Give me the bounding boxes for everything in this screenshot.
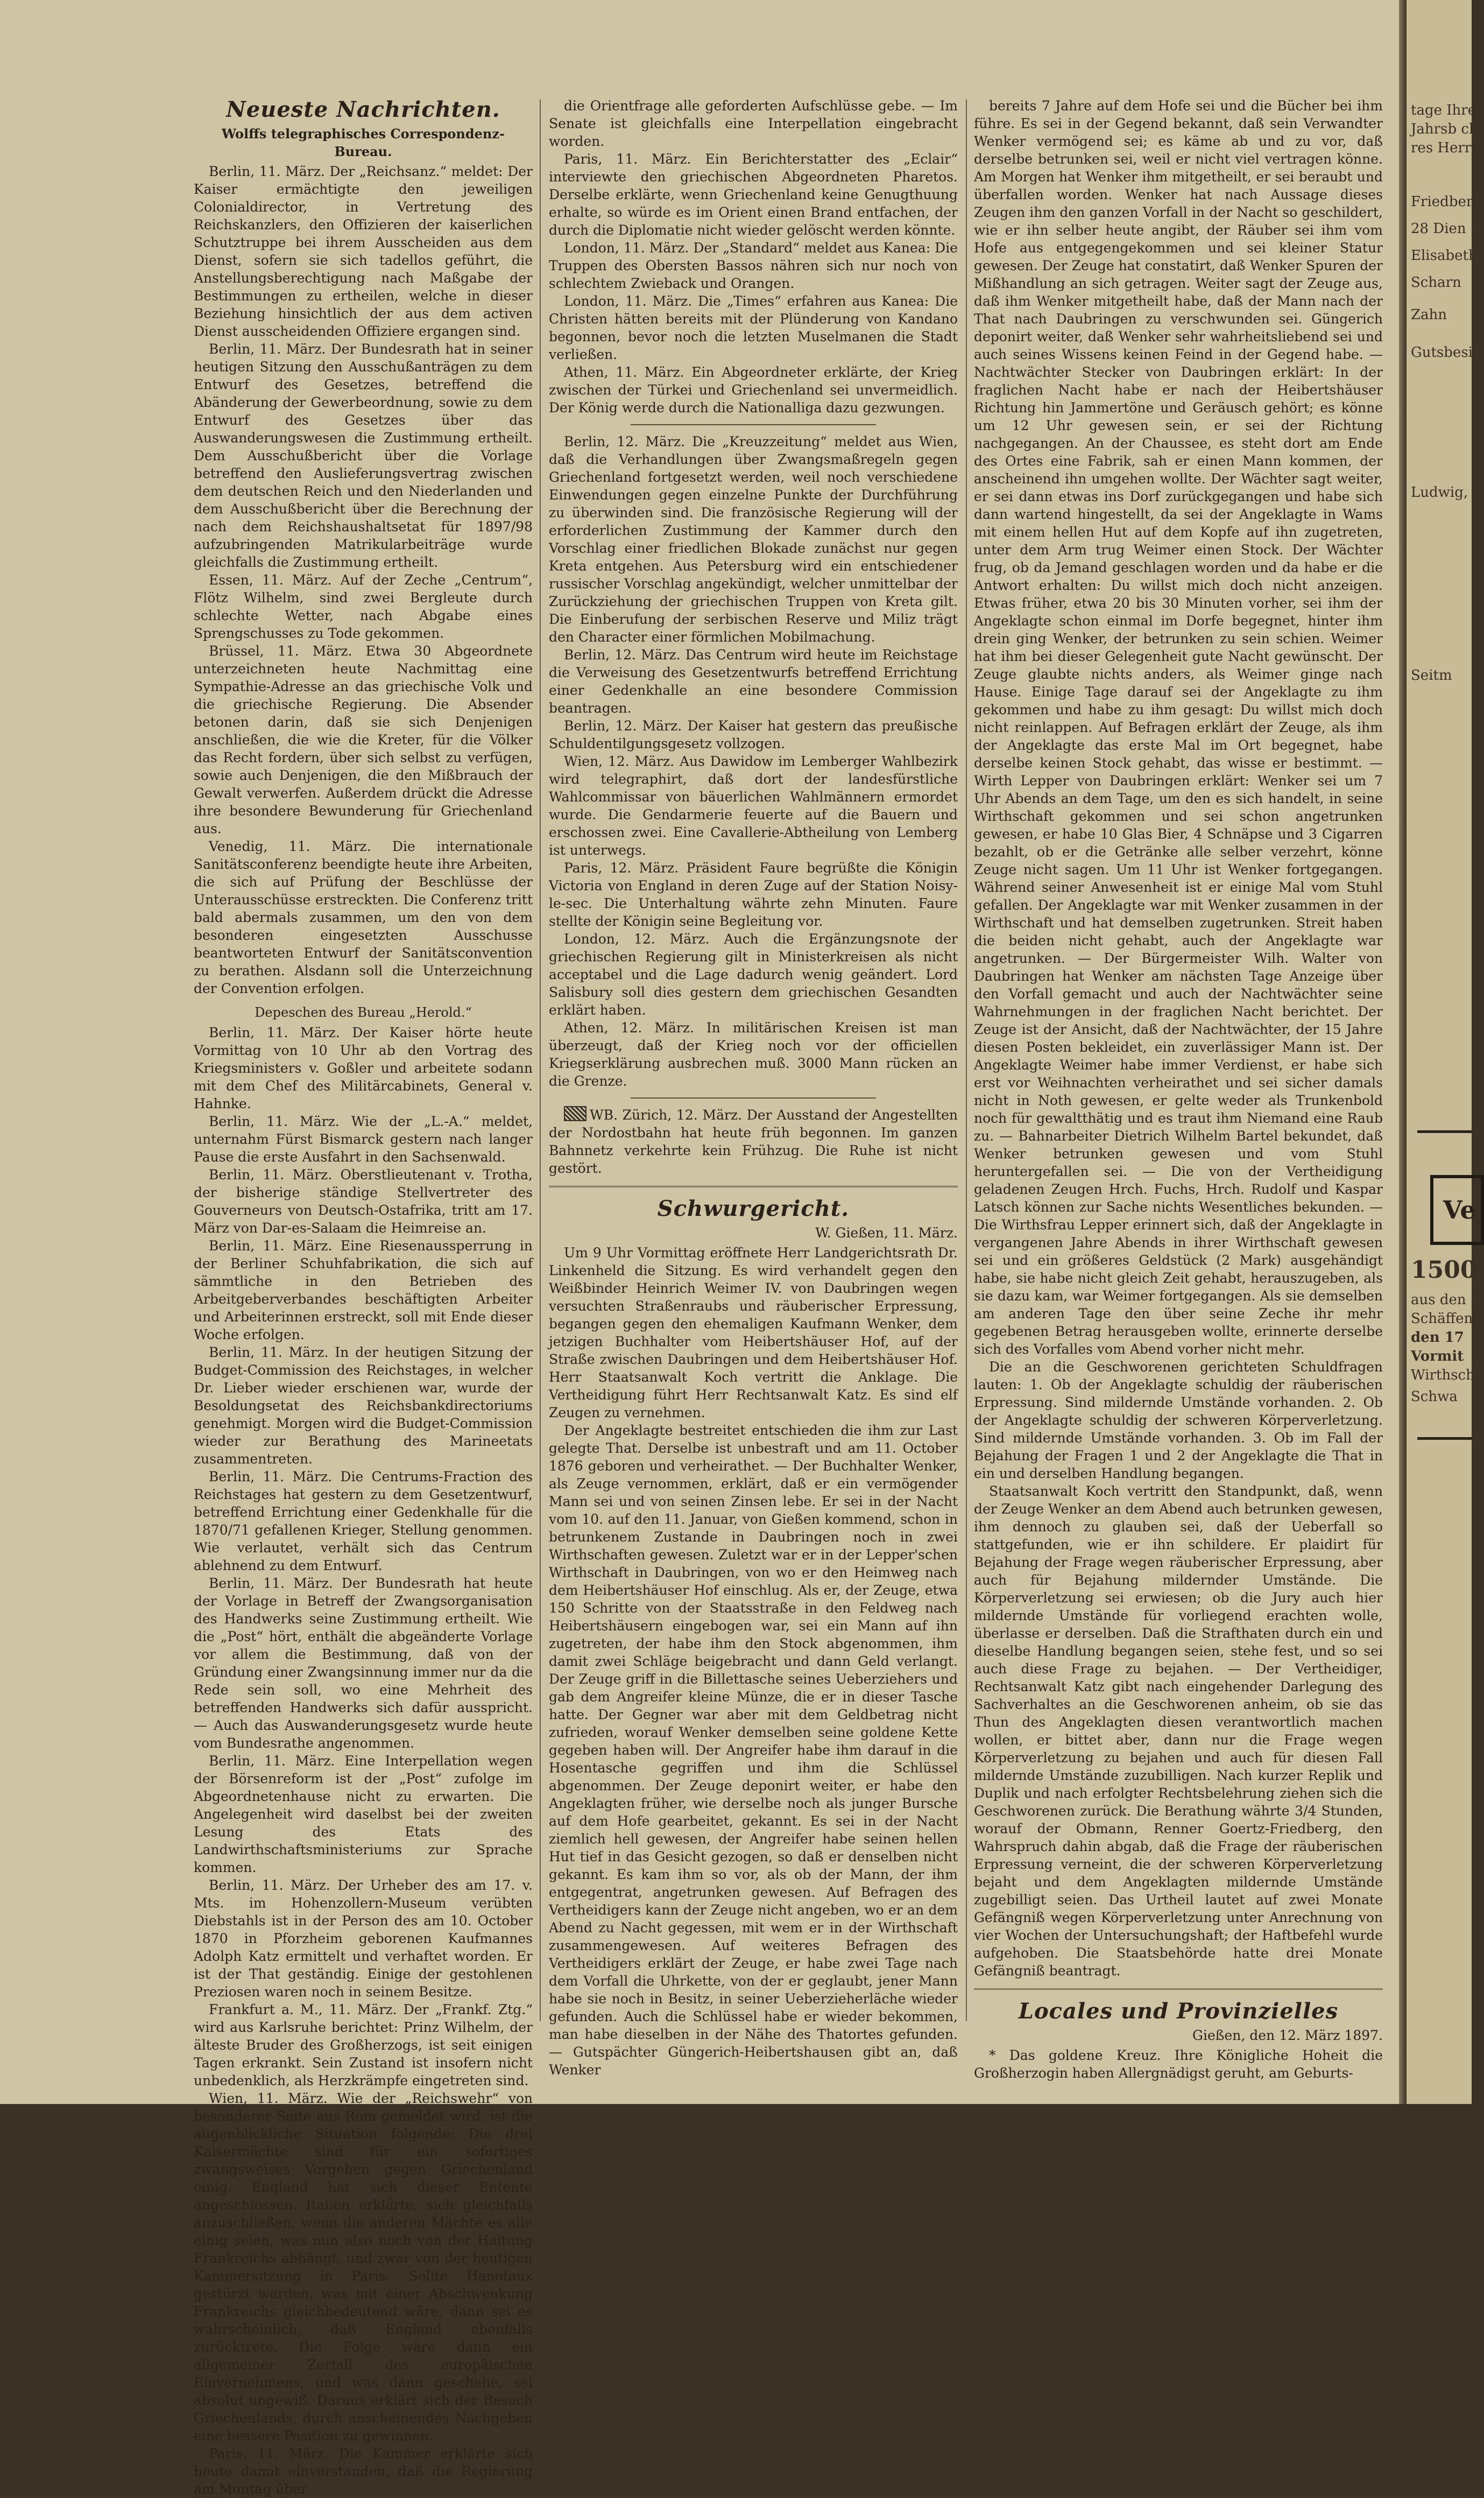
- neighbor-text-line: 28 Dien: [1411, 221, 1466, 237]
- neighbor-text-line: tage Ihres: [1411, 102, 1483, 118]
- news-item: London, 12. März. Auch die Ergänzungsnote der griechischen Regierung gilt in Ministerkreisen als nicht acceptabel und die Lage dadurch wenig geändert. Lord Salisbury soll dies gestern dem griechischen Gesandten erklärt haben.: [549, 931, 958, 1018]
- court-paragraph: Staatsanwalt Koch vertritt den Standpunkt, daß, wenn der Zeuge Wenker an dem Abend auch betrunken gewesen, ihm dennoch zu glauben sei, daß der Ueberfall so stattgefunden, wie er ihn schildere. Er plaidirt für Bejahung der Frage wegen räuberischer Erpressung, aber auch für Bejahung mildernder Umstände. Die Körperverletzung sei erwiesen; ob die Jury auch hier mildernde Umstände für vorliegend erachten wolle, überlasse er derselben. Daß die Strafthaten durch ein und dieselbe Handlung begangen seien, stehe fest, und so sei auch diese Frage zu bejahen. — Der Vertheidiger, Rechtsanwalt Katz gibt nach eingehender Darlegung des Sachverhaltes an die Geschworenen anheim, ob sie das Thun des Angeklagten diesen verantwortlich machen wollen, er bittet aber, dann nur die Frage wegen Körperverletzung zu bejahen und auch für diesen Fall mildernde Umstände zuzubilligen. Nach kurzer Replik und Duplik und nach erfolgter Rechtsbelehrung ziehen sich die Geschworenen zurück. Die Berathung währte 3/4 Stunden, worauf der Obmann, Renner Goertz-Friedberg, den Wahrspruch dahin abgab, daß die Frage der räuberischen Erpressung verneint, die der schweren Körperverletzung bejaht und dem Angeklagten mildernde Umstände zugebilligt seien. Das Urtheil lautet auf zwei Monate Gefängniß wegen Körperverletzung unter Anrechnung von vier Wochen der Untersuchungshaft; der Haftbefehl wurde aufgehoben. Die Staatsbehörde hatte drei Monate Gefängniß beantragt.: [974, 1483, 1383, 1979]
- bureau-heading-wolff: Wolffs telegraphisches Correspondenz-Bureau.: [222, 126, 505, 159]
- court-report: [549, 1244, 958, 2079]
- neighbor-text-line: Ludwig,: [1411, 484, 1468, 501]
- section-title-local: Locales und Provinzielles: [1018, 1999, 1339, 2024]
- neighbor-text-line: aus den: [1411, 1292, 1466, 1308]
- news-item: Paris, 11. März. Die Kammer erklärte sich heute damit einverstanden, daß die Regierung am Montag über: [194, 2446, 533, 2497]
- neighbor-text-line: Vormit: [1411, 1348, 1464, 1364]
- news-item: Venedig, 11. März. Die internationale Sanitätsconferenz beendigte heute ihre Arbeiten, die sich auf Prüfung der Beschlüsse der Unterausschüsse erstreckten. Die Conferenz tritt bald abermals zusammen, um den von dem besonderen eingesetzten Ausschusse beantworteten Entwurf der Sanitätsconvention zu berathen. Alsdann soll die Unterzeichnung der Convention erfolgen.: [194, 839, 533, 996]
- column-divider: [966, 100, 967, 2021]
- neighbor-text-line: Friedberg: [1411, 194, 1482, 210]
- news-item: Berlin, 11. März. In der heutigen Sitzung der Budget-Commission des Reichstages, in welcher Dr. Lieber wieder erschienen war, wurde der Besoldungsetat des Reichsbankdirectoriums genehmigt. Morgen wird die Budget-Commission wieder zur Berathung des Marineetats zusammentreten.: [194, 1345, 533, 1467]
- news-item: Brüssel, 11. März. Etwa 30 Abgeordnete unterzeichneten heute Nachmittag eine Sympathie-Adresse an das griechische Volk und die griechische Regierung. Die Absender betonen darin, daß sie sich Denjenigen anschließen, die wie die Kreter, für die Völker das Recht fordern, über sich selbst zu verfügen, sowie auch Denjenigen, die den Mißbrauch der Gewalt verwerfen. Außerdem drückt die Adresse ihre besondere Bewunderung für Griechenland aus.: [194, 643, 533, 836]
- news-item: Berlin, 11. März. Wie der „L.-A.“ meldet, unternahm Fürst Bismarck gestern nach langer Pause die erste Ausfahrt in den Sachsenwald.: [194, 1114, 533, 1165]
- court-paragraph: Die an die Geschworenen gerichteten Schuldfragen lauten: 1. Ob der Angeklagte schuldig der räuberischen Erpressung. Sind mildernde Umstände vorhanden. 2. Ob der Angeklagte schuldig der schweren Körperverletzung. Sind mildernde Umstände vorhanden. 3. Ob im Fall der Bejahung der Fragen 1 und 2 der Angeklagte die That in ein und derselben Handlung begangen.: [974, 1359, 1383, 1481]
- news-item: Berlin, 11. März. Die Centrums-Fraction des Reichstages hat gestern zu dem Gesetzentwurf, betreffend Errichtung einer Gedenkhalle für die 1870/71 gefallenen Krieger, Stellung genommen. Wie verlautet, verhält sich das Centrum ablehnend zu dem Entwurf.: [194, 1469, 533, 1573]
- news-item: die Orientfrage alle geforderten Aufschlüsse gebe. — Im Senate ist gleichfalls eine Interpellation eingebracht worden.: [549, 98, 958, 149]
- local-news-list: [974, 2046, 1383, 2082]
- news-list-march-12: [549, 433, 958, 1090]
- column-2: [549, 97, 958, 2078]
- news-item: Berlin, 12. März. Das Centrum wird heute im Reichstage die Verweisung des Gesetzentwurfs betreffend Errichtung einer Gedenkhalle an eine besondere Commission beantragen.: [549, 647, 958, 716]
- court-paragraph: Der Angeklagte bestreitet entschieden die ihm zur Last gelegte That. Derselbe ist unbestraft und am 11. October 1876 geboren und verheirathet. — Der Buchhalter Wenker, als Zeuge vernommen, erklärt, daß er ein vermögender Mann sei und von seinen Zinsen lebe. Er sei in der Nacht vom 10. auf den 11. Januar, von Gießen kommend, schon in betrunkenem Zustande in Daubringen noch in zwei Wirthschaften gewesen. Zuletzt war er in der Lepper'schen Wirthschaft in Daubringen, von wo er den Heimweg nach dem Heibertshäuser Hof einschlug. Als er, der Zeuge, etwa 150 Schritte von der Staatsstraße in den Feldweg nach Heibertshäusern eingebogen war, sei ein Mann auf ihn zugetreten, der habe ihm den Stock abgenommen, ihm damit zwei Schläge beigebracht und dann Geld verlangt. Der Zeuge griff in die Billettasche seines Ueberziehers und gab dem Angreifer kleine Münze, die er in dieser Tasche hatte. Der Gegner war aber mit dem Geldbetrag nicht zufrieden, worauf Wenker demselben seine goldene Kette gegeben haben will. Der Angreifer habe ihm darauf in die Hosentasche gegriffen und ihm die Schlüssel abgenommen. Der Zeuge deponirt weiter, er habe den Angeklagten früher, wie derselbe noch als junger Bursche auf dem Hofe gearbeitet, gekannt. Es sei in der Nacht ziemlich hell gewesen, der Angreifer habe seinen hellen Hut tief in das Gesicht gezogen, so daß er denselben nicht gekannt. Es kam ihm so vor, als ob der Mann, der ihm entgegentrat, angetrunken gewesen. Auf Befragen des Vertheidigers kann der Zeuge nicht angeben, wo er an dem Abend zu Nacht gegessen, mit wem er in der Wirthschaft zusammengewesen. Auf weiteres Befragen des Vertheidigers erklärt der Zeuge, er habe zwei Tage nach dem Vorfall die Uhrkette, von der er geglaubt, jener Mann habe sie noch in Besitz, in seiner Ueberzieherläche wieder gefunden. Auch die Schlüssel habe er wieder bekommen, man habe dieselben in der Nähe des Thatortes gefunden. — Gutspächter Güngerich-Heibertshausen gibt an, daß Wenker: [549, 1423, 958, 2078]
- neighbor-text-line: Jahrsb ch: [1411, 121, 1478, 137]
- news-item: Berlin, 11. März. Eine Interpellation wegen der Börsenreform ist der „Post“ zufolge im Abgeordnetenhause nicht zu erwarten. Die Angelegenheit wird daselbst bei der zweiten Lesung des Etats des Landwirthschaftsministeriums zur Sprache kommen.: [194, 1753, 533, 1875]
- neighbor-text-line: Zahn: [1411, 307, 1447, 323]
- news-item: Berlin, 11. März. Der Bundesrath hat in seiner heutigen Sitzung den Ausschußanträgen zu dem Entwurf des Gesetzes, betreffend die Abänderung der Gewerbeordnung, sowie zu dem Entwurf des Gesetzes über das Auswanderungswesen die Zustimmung ertheilt. Dem Ausschußbericht über die Vorlage betreffend den Auslieferungsvertrag zwischen dem deutschen Reich und den Niederlanden und dem Ausschußbericht über die Berechnung der nach dem Reichshaushaltsetat für 1897/98 aufzubringenden Matrikularbeiträge wurde gleichfalls die Zustimmung ertheilt.: [194, 341, 533, 570]
- court-paragraph: Um 9 Uhr Vormittag eröffnete Herr Landgerichtsrath Dr. Linkenheld die Sitzung. Es wird verhandelt gegen den Weißbinder Heinrich Weimer IV. von Daubringen wegen versuchten Straßenraubs und räuberischer Erpressung, begangen gegen den ehemaligen Kaufmann Wenker, dem jetzigen Buchhalter vom Heibertshäuser Hof, auf der Straße zwischen Daubringen und dem Heibertshäuser Hof. Herr Staatsanwalt Koch vertritt die Anklage. Die Vertheidigung führt Herr Rechtsanwalt Katz. Es sind elf Zeugen zu vernehmen.: [549, 1245, 958, 1420]
- news-item: Berlin, 11. März. Oberstlieutenant v. Trotha, der bisherige ständige Stellvertreter des Gouverneurs von Deutsch-Ostafrika, tritt am 17. März von Dar-es-Salaam die Heimreise an.: [194, 1167, 533, 1236]
- court-byline: W. Gießen, 11. März.: [815, 1225, 958, 1241]
- column-3: [974, 97, 1383, 2081]
- section-title-news: Neueste Nachrichten.: [226, 97, 500, 122]
- neighbor-page-fragment: [1407, 0, 1483, 2104]
- separator: [974, 1988, 1383, 1990]
- page-gutter: [1399, 0, 1407, 2104]
- column-1: [194, 97, 533, 2497]
- neighbor-text-line: 1500: [1411, 1256, 1477, 1284]
- neighbor-text-line: Elisabeth: [1411, 248, 1478, 264]
- neighbor-rule: [1417, 1130, 1472, 1133]
- neighbor-text-line: Gutsbesi: [1411, 344, 1473, 361]
- bureau-heading-herold: Depeschen des Bureau „Herold.“: [255, 1005, 472, 1020]
- news-item: Wien, 11. März. Wie der „Reichswehr“ von besonderer Seite aus Rom gemeldet wird, ist die augenblickliche Situation folgende: Die drei Kaisermächte sind für ein sofortiges zwangsweises Vorgehen gegen Griechenland einig. England hat sich dieser Entente angeschlossen. Italien erklärte, sich gleichfalls anzuschließen, wenn die anderen Mächte es alle einig seien, was nun also noch von der Haltung Frankreichs abhängt, und zwar von der heutigen Kammersitzung in Paris. Sollte Hanotaux gestürzt werden, was mit einer Abschwenkung Frankreichs gleichbedeutend wäre, dann sei es wahrscheinlich, daß England ebenfalls zurücktrete. Die Folge wäre dann ein allgemeiner Zerfall des europäischen Einvernehmens, und was dann geschehe, sei absolut ungewiß. Daraus erklärt sich der Besuch Griechenlands, durch anscheinendes Nachgeben eine bessere Position zu gewinnen.: [194, 2091, 533, 2444]
- court-paragraph: bereits 7 Jahre auf dem Hofe sei und die Bücher bei ihm führe. Es sei in der Gegend bekannt, daß sein Verwandter Wenker vermögend sei; es käme ab und zu vor, daß derselbe betrunken sei, weil er nicht viel vertragen könne. Am Morgen hat Wenker ihm mitgetheilt, er sei beraubt und überfallen worden. Wenker hat nach Aussage dieses Zeugen ihm den ganzen Vorfall in der Nacht so geschildert, wie er ihn selber heute angibt, der Räuber sei ihm vom Hofe aus entgegengekommen und sei kleiner Statur gewesen. Der Zeuge hat constatirt, daß Wenker Spuren der Mißhandlung an sich getragen. Weiter sagt der Zeuge aus, daß ihm Wenker mitgetheilt habe, daß der Mann nach der That nach Daubringen zu verschwunden sei. Güngerich deponirt weiter, daß Wenker sehr wahrheitsliebend sei und auch seines Wissens keinen Feind in der Gegend habe. — Nachtwächter Stecker von Daubringen erklärt: In der fraglichen Nacht habe er nach der Heibertshäuser Richtung hin Jammertöne und Geräusch gehört; es könne um 12 Uhr gewesen sein, er sei der Richtung nachgegangen. An der Chaussee, es steht dort am Ende des Ortes eine Fabrik, sah er einen Mann kommen, der anscheinend ihn umgehen wollte. Der Wächter sagt weiter, er sei dann etwas ins Dorf zurückgegangen und habe sich dann wartend hingestellt, da sei der Angeklagte in Wams mit einem hellen Hut auf dem Kopfe auf ihn zugetreten, unter dem Arm trug Weimer einen Stock. Der Wächter frug, ob da Jemand geschlagen worden und da habe er die Antwort erhalten: Du willst mich doch nicht anzeigen. Etwas früher, etwa 20 bis 30 Minuten vorher, sei ihm der Angeklagte schon einmal im Dorfe begegnet, hinter ihm drein ging Wenker, der betrunken zu sein schien. Weimer hat ihm bei dieser Gelegenheit gute Nacht gewünscht. Der Zeuge glaubte nichts anders, als Weimer ginge nach Hause. Einige Tage darauf sei der Angeklagte zu ihm gekommen und habe zu ihm gesagt: Du willst mich doch nicht reinlappen. Auf Befragen erklärt der Zeuge, als ihm der Angeklagte das erste Mal im Ort begegnet, habe derselbe keinen Stock gehabt, das wisse er bestimmt. — Wirth Lepper von Daubringen erklärt: Wenker sei um 7 Uhr Abends an dem Tage, um den es sich handelt, in seine Wirthschaft gekommen und sei schon angetrunken gewesen, er habe 10 Glas Bier, 4 Schnäpse und 3 Cigarren bezahlt, ob er die Getränke alle selber verzehrt, könne Zeuge nicht sagen. Um 11 Uhr ist Wenker fortgegangen. Während seiner Anwesenheit ist er einige Mal vom Stuhl gefallen. Der Angeklagte war mit Wenker zusammen in der Wirthschaft und hat demselben zugetrunken. Streit haben die beiden nicht gehabt, auch der Angeklagte war angetrunken. — Der Bürgermeister Wilh. Walter von Daubringen hat Wenker am nächsten Tage Anzeige über den Vorfall gemacht und auch der Nachtwächter seine Wahrnehmungen in der fraglichen Nacht berichtet. Der Zeuge ist der Ansicht, daß der Nachtwächter, der 15 Jahre diesen Posten bekleidet, ein zuverlässiger Mann ist. Der Angeklagte Weimer habe immer Verdienst, er habe sich erst vor Weihnachten verheirathet und sei sicher damals nicht in Noth gewesen, er gelte weder als Trunkenbold noch für gewaltthätig und es traut ihm Niemand eine Raub zu. — Bahnarbeiter Dietrich Wilhelm Bartel bekundet, daß Wenker betrunken gewesen und vom Stuhl heruntergefallen sei. — Die von der Vertheidigung geladenen Zeugen Hrch. Fuchs, Hrch. Rudolf und Kaspar Latsch können zur Sache nichts Wesentliches bekunden. — Die Wirthsfrau Lepper erinnert sich, daß der Angeklagte in vergangenen Jahre Abends in ihrer Wirthschaft gewesen sei und ein größeres Geldstück (2 Mark) ausgehändigt habe, sie habe nicht gleich Zeit gehabt, herauszugeben, als sie dazu kam, war Weimer fortgegangen. Als sie demselben am anderen Tage den über seine Zeche ihr mehr gegebenen Betrag herausgeben wollte, erinnerte derselbe sich des Vorfalles vom Abend vorher nicht mehr.: [974, 98, 1383, 1357]
- neighbor-text-line: Schäffens: [1411, 1311, 1480, 1327]
- neighbor-text-line: den 17: [1411, 1329, 1464, 1346]
- neighbor-text-line: res Herrn: [1411, 140, 1481, 156]
- neighbor-text-line: Seitm: [1411, 667, 1452, 684]
- separator: [549, 1186, 958, 1187]
- news-item: Essen, 11. März. Auf der Zeche „Centrum“, Flötz Wilhelm, sind zwei Bergleute durch schlechte Wetter, nach Abgabe eines Sprengschusses zu Tode gekommen.: [194, 572, 533, 641]
- wb-news-text: WB. Zürich, 12. März. Der Ausstand der Angestellten der Nordostbahn hat heute früh begonnen. Im ganzen Bahnnetz verkehrte kein Frühzug. Die Ruhe ist nicht gestört.: [549, 1107, 958, 1176]
- section-title-court: Schwurgericht.: [657, 1196, 850, 1221]
- wb-news-item: [549, 1106, 958, 1177]
- news-item: Berlin, 11. März. Eine Riesenaussperrung in der Berliner Schuhfabrikation, die sich auf sämmtliche in den Betrieben des Arbeitgeberverbandes beschäftigten Arbeiter und Arbeiterinnen erstreckt, soll mit Ende dieser Woche erfolgen.: [194, 1238, 533, 1342]
- separator: [631, 1097, 876, 1099]
- news-item: Paris, 12. März. Präsident Faure begrüßte die Königin Victoria von England in deren Zuge auf der Station Noisy-le-sec. Die Unterhaltung währte zehn Minuten. Faure stellte der Königin seine Begleitung vor.: [549, 860, 958, 929]
- news-list-continued: [549, 97, 958, 417]
- news-item: Wien, 12. März. Aus Dawidow im Lemberger Wahlbezirk wird telegraphirt, daß dort der landesfürstliche Wahlcommissar von bäuerlichen Wahlmännern ermordet wurde. Die Gendarmerie feuerte auf die Bauern und erschossen zwei. Eine Cavallerie-Abtheilung von Lemberg ist unterwegs.: [549, 754, 958, 858]
- news-item: London, 11. März. Der „Standard“ meldet aus Kanea: Die Truppen des Obersten Bassos nähren sich nur noch von schlechtem Zwieback und Orangen.: [549, 240, 958, 291]
- news-item: Frankfurt a. M., 11. März. Der „Frankf. Ztg.“ wird aus Karlsruhe berichtet: Prinz Wilhelm, der älteste Bruder des Großherzogs, ist seit einigen Tagen erkrankt. Sein Zustand ist insofern nicht unbedenklich, als Herzkrämpfe eingetreten sind.: [194, 2002, 533, 2088]
- court-report-continued: [974, 97, 1383, 1980]
- news-item: Athen, 12. März. In militärischen Kreisen ist man überzeugt, daß der Krieg noch vor der officiellen Kriegserklärung ausbrechen muß. 3000 Mann rücken an die Grenze.: [549, 1020, 958, 1089]
- neighbor-text-line: Schwa: [1411, 1389, 1458, 1405]
- news-item: Berlin, 11. März. Der Kaiser hörte heute Vormittag von 10 Uhr ab den Vortrag des Kriegsministers v. Goßler und arbeitete sodann mit dem Chef des Militärcabinets, General v. Hahnke.: [194, 1025, 533, 1111]
- neighbor-rule: [1417, 1437, 1472, 1440]
- local-news-item: * Das goldene Kreuz. Ihre Königliche Hoheit die Großherzogin haben Allergnädigst geruht, am Geburts-: [974, 2047, 1383, 2081]
- herold-news-list: [194, 1024, 533, 2498]
- news-item: Berlin, 11. März. Der „Reichsanz.“ meldet: Der Kaiser ermächtigte den jeweiligen Colonialdirector, in Vertretung des Reichskanzlers, den Offizieren der kaiserlichen Schutztruppe bei ihrem Ausscheiden aus dem Dienst, sofern sie sich tadellos geführt, die Anstellungsberechtigung nach Maßgabe der Bestimmungen zu ertheilen, welche in dieser Beziehung hinsichtlich der aus dem activen Dienst ausscheidenden Offiziere ergangen sind.: [194, 164, 533, 339]
- wb-marker-icon: [564, 1106, 586, 1121]
- separator: [631, 424, 876, 425]
- neighbor-ad-box: Ve: [1430, 1175, 1484, 1245]
- column-divider: [540, 100, 541, 2021]
- news-item: Berlin, 11. März. Der Urheber des am 17. v. Mts. im Hohenzollern-Museum verübten Diebstahls ist in der Person des am 10. October 1870 in Pforzheim geborenen Kaufmannes Adolph Katz ermittelt und verhaftet worden. Er ist der That geständig. Einige der gestohlenen Preziosen waren noch in seinem Besitze.: [194, 1877, 533, 2000]
- news-item: Berlin, 12. März. Die „Kreuzzeitung“ meldet aus Wien, daß die Verhandlungen über Zwangsmaßregeln gegen Griechenland fortgesetzt werden, weil noch verschiedene Einwendungen gegen einzelne Punkte der Durchführung zu überwinden sind. Die französische Regierung will der erforderlichen Zustimmung der Kammer durch den Vorschlag einer friedlichen Blokade zunächst nur gegen Kreta entgehen. Aus Petersburg wird ein entschiedener russischer Vorschlag angekündigt, welcher unmittelbar der Zurückziehung der griechischen Truppen von Kreta gilt. Die Einberufung der serbischen Reserve und Miliz trägt den Character einer förmlichen Mobilmachung.: [549, 434, 958, 645]
- news-item: Berlin, 12. März. Der Kaiser hat gestern das preußische Schuldentilgungsgesetz vollzogen.: [549, 718, 958, 751]
- neighbor-text-line: Scharn: [1411, 275, 1461, 291]
- news-item: Athen, 11. März. Ein Abgeordneter erklärte, der Krieg zwischen der Türkei und Griechenland sei unvermeidlich. Der König werde durch die Nationalliga dazu gezwungen.: [549, 364, 958, 416]
- neighbor-text-line: Wirthsch: [1411, 1367, 1475, 1383]
- wolff-news-list: [194, 163, 533, 997]
- news-item: London, 11. März. Die „Times“ erfahren aus Kanea: Die Christen hätten bereits mit der Plünderung von Kandano begonnen, bevor noch die letzten Muselmanen die Stadt verließen.: [549, 293, 958, 362]
- news-item: Berlin, 11. März. Der Bundesrath hat heute der Vorlage in Betreff der Zwangsorganisation des Handwerks seine Zustimmung ertheilt. Wie die „Post“ hört, enthält die abgeänderte Vorlage vor allem die Bestimmung, daß von der Gründung einer Zwangsinnung immer nur da die Rede sein soll, wo eine Mehrheit des betreffenden Handwerks sich dafür ausspricht. — Auch das Auswanderungsgesetz wurde heute vom Bundesrathe angenommen.: [194, 1575, 533, 1751]
- news-item: Paris, 11. März. Ein Berichterstatter des „Eclair“ interviewte den griechischen Abgeordneten Pharetos. Derselbe erklärte, wenn Griechenland keine Genugthuung erhalte, so würde es im Orient einen Brand entfachen, der durch die Diplomatie nicht wieder gelöscht werden könnte.: [549, 151, 958, 238]
- local-byline: Gießen, den 12. März 1897.: [1192, 2028, 1383, 2043]
